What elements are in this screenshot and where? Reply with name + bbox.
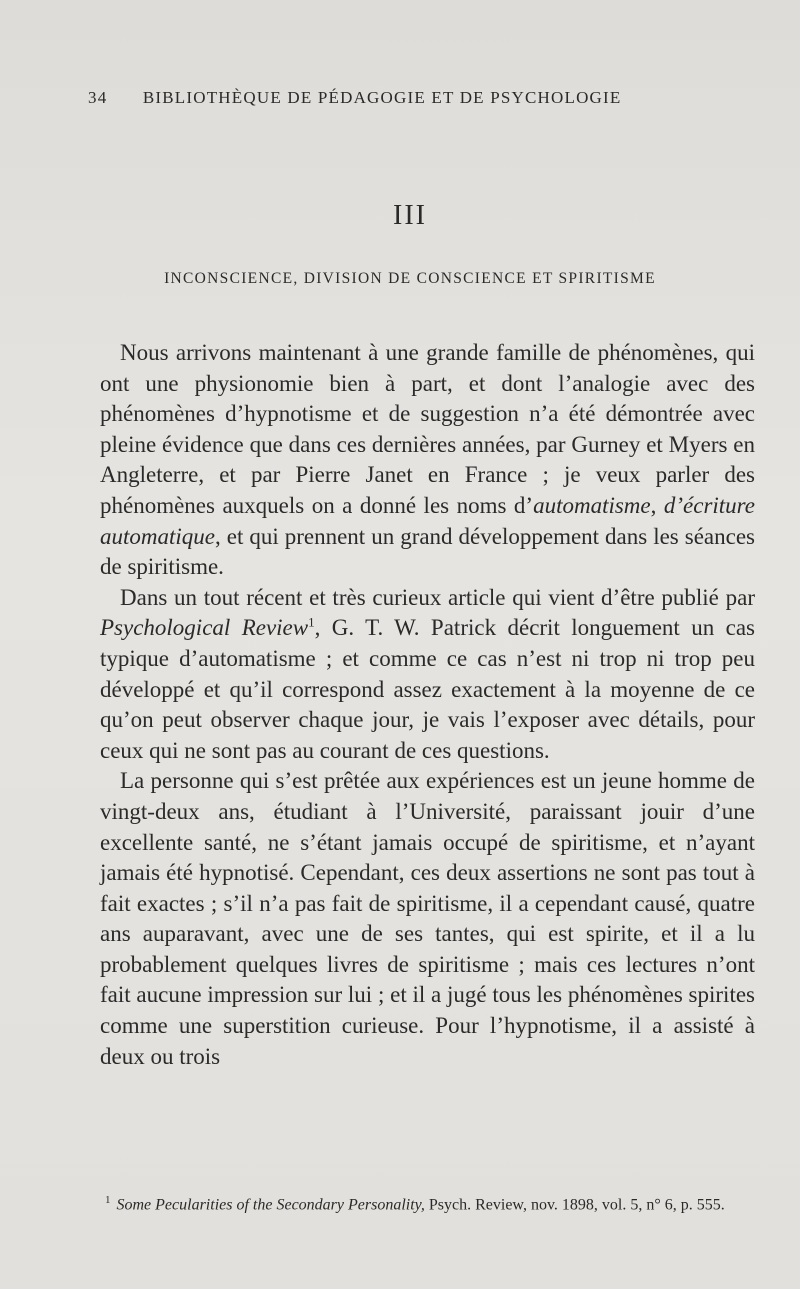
footnote-reference[interactable]: 1 xyxy=(308,614,315,630)
paragraph-1 xyxy=(100,338,755,583)
paragraph-1-text-c: , et qui prennent un grand développement dans les séances de spiritisme. xyxy=(100,523,755,580)
footnote-title: Some Pecularities of the Secondary Personality, xyxy=(116,1196,425,1214)
section-title: INCONSCIENCE, DIVISION DE CONSCIENCE ET SPIRITISME xyxy=(164,270,656,287)
paragraph-2 xyxy=(100,583,755,767)
journal-title: Psychological Review xyxy=(100,615,309,641)
paragraph-3: La personne qui s’est prêtée aux expériences est un jeune homme de vingt-deux ans, étudiant à l’Université, paraissant jouir d’une excellente santé, ne s’étant jamais occupé de spiritisme, et n’ayant jamais été hypnotisé. Cependant, ces deux assertions ne sont pas tout à fait exactes ; s’il n’a pas fait de spiritisme, il a cependant causé, quatre ans auparavant, avec une de ses tantes, qui est spirite, et il a lu probablement quelques livres de spiritisme ; mais ces lectures n’ont fait aucune impression sur lui ; et il a jugé tous les phénomènes spirites comme une superstition curieuse. Pour l’hypnotisme, il a assisté à deux ou trois xyxy=(100,768,755,1069)
section-number: III xyxy=(393,200,427,231)
body-text xyxy=(100,338,755,1072)
footnote-marker: 1 xyxy=(105,1194,111,1206)
paragraph-1-text-a: Nous arrivons maintenant à une grande famille de phénomènes, qui ont une physionomie bien à part, et dont l’analogie avec des phénomènes d’hypnotisme et de suggestion n’a été démontrée avec pleine évidence que dans ces dernières années, par Gurney et Myers en Angleterre, et par Pierre Janet en France ; je veux parler des phénomènes auxquels on a donné les noms d’ xyxy=(100,340,755,518)
paragraph-2-text-a: Dans un tout récent et très curieux article qui vient d’être publié par xyxy=(120,584,755,610)
running-title: BIBLIOTHÈQUE DE PÉDAGOGIE ET DE PSYCHOLOGIE xyxy=(142,88,622,107)
footnote xyxy=(105,1189,755,1216)
paragraph-2-text-b: , G. T. W. Patrick décrit longuement un cas typique d’automatisme ; et comme ce cas n’est ni trop ni trop peu développé et qu’il correspond assez exactement à la moyenne de ce qu’on peut observer chaque jour, je vais l’exposer avec détails, pour ceux qui ne sont pas au courant de ces questions. xyxy=(100,615,755,763)
paragraph-1-text-b: , xyxy=(650,492,664,518)
running-header xyxy=(88,88,688,108)
page-number: 34 xyxy=(88,88,108,107)
paragraph-1-italic-2: d’écriture automatique xyxy=(100,492,755,549)
footnote-citation: Psych. Review, nov. 1898, vol. 5, n° 6, p. 555. xyxy=(424,1196,725,1214)
paragraph-1-italic-1: automatisme xyxy=(533,492,651,518)
